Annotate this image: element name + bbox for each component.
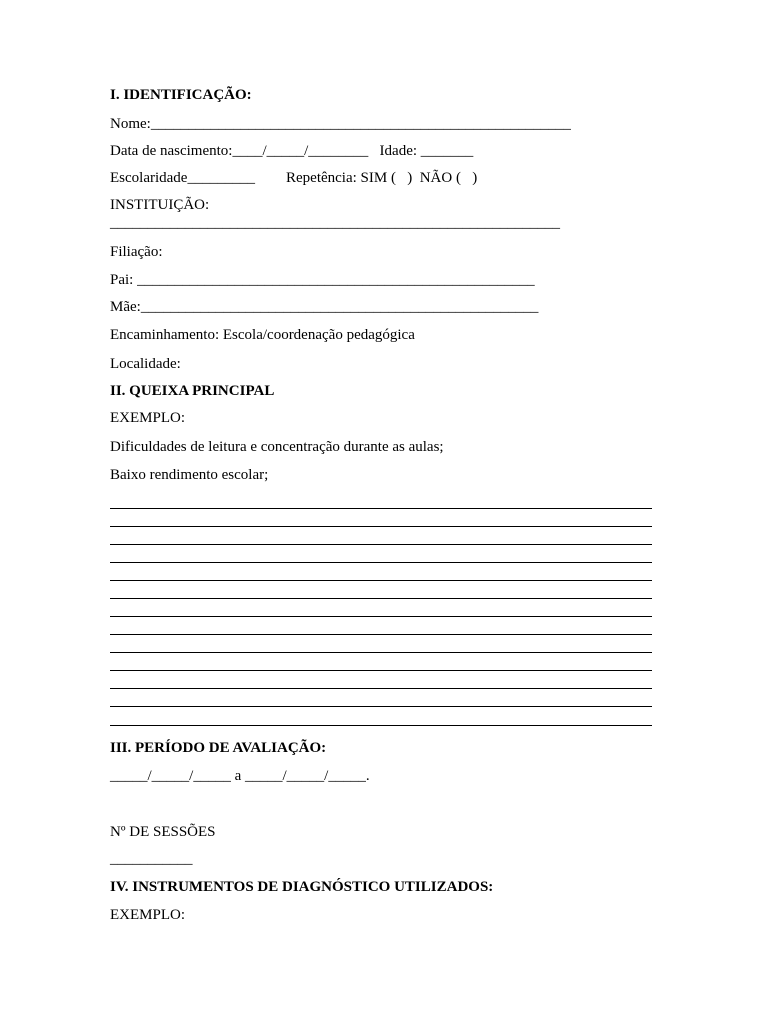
writing-line bbox=[110, 580, 652, 581]
section-heading-queixa: II. QUEIXA PRINCIPAL bbox=[110, 383, 275, 399]
queixa-item: Dificuldades de leitura e concentração durante as aulas; bbox=[110, 439, 444, 455]
writing-line bbox=[110, 634, 652, 635]
writing-line bbox=[110, 706, 652, 707]
section-heading-instrumentos: IV. INSTRUMENTOS DE DIAGNÓSTICO UTILIZADOS: bbox=[110, 879, 494, 895]
writing-line bbox=[110, 508, 652, 509]
nascimento-field: Data de nascimento:____/_____/________ Idade: _______ bbox=[110, 143, 474, 159]
writing-line bbox=[110, 725, 652, 726]
periodo-datas: _____/_____/_____ a _____/_____/_____. bbox=[110, 768, 370, 784]
writing-line bbox=[110, 670, 652, 671]
writing-line bbox=[110, 652, 652, 653]
escolaridade-field: Escolaridade_________ bbox=[110, 170, 255, 186]
queixa-item: Baixo rendimento escolar; bbox=[110, 467, 269, 483]
writing-line bbox=[110, 544, 652, 545]
pai-field: Pai: _____________________________________________________ bbox=[110, 272, 535, 288]
section-heading-periodo: III. PERÍODO DE AVALIAÇÃO: bbox=[110, 740, 327, 756]
sessoes-line: ___________ bbox=[110, 851, 193, 867]
writing-line bbox=[110, 616, 652, 617]
mae-field: Mãe:_____________________________________________________ bbox=[110, 299, 539, 315]
section-heading-identificacao: I. IDENTIFICAÇÃO: bbox=[110, 87, 252, 103]
writing-line bbox=[110, 526, 652, 527]
repetencia-field: Repetência: SIM ( ) NÃO ( ) bbox=[286, 170, 478, 186]
sessoes-label: Nº DE SESSÕES bbox=[110, 824, 216, 840]
instrumentos-exemplo-label: EXEMPLO: bbox=[110, 907, 185, 923]
writing-line bbox=[110, 688, 652, 689]
nome-field: Nome:________________________________________________________ bbox=[110, 116, 571, 132]
instituicao-label: INSTITUIÇÃO: bbox=[110, 197, 210, 213]
encaminhamento-text: Encaminhamento: Escola/coordenação pedagógica bbox=[110, 327, 415, 343]
queixa-exemplo-label: EXEMPLO: bbox=[110, 410, 185, 426]
instituicao-line: ____________________________________________________________ bbox=[110, 215, 560, 231]
writing-line bbox=[110, 562, 652, 563]
writing-line bbox=[110, 598, 652, 599]
filiacao-label: Filiação: bbox=[110, 244, 163, 260]
localidade-label: Localidade: bbox=[110, 356, 181, 372]
